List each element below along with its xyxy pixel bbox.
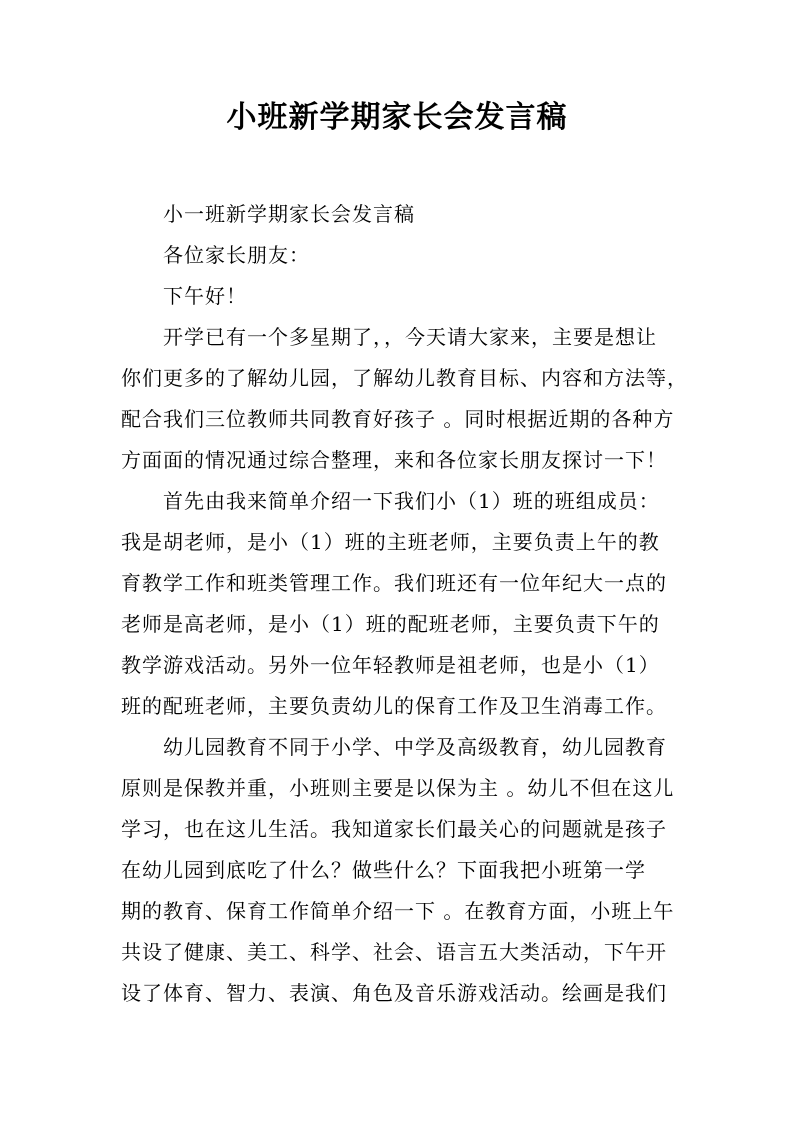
paragraph-line: 原则是保教并重，小班则主要是以保为主 。幼儿不但在这儿 [121, 776, 675, 800]
paragraph-line: 各位家长朋友： [163, 243, 310, 267]
paragraph-line: 在幼儿园到底吃了什么？做些什么？下面我把小班第一学 [121, 858, 646, 882]
paragraph-line: 育教学工作和班类管理工作。我们班还有一位年纪大一点的 [121, 571, 667, 595]
paragraph-line: 设了体育、智力、表演、角色及音乐游戏活动。绘画是我们 [121, 981, 667, 1005]
paragraph-line: 幼儿园教育不同于小学、中学及高级教育，幼儿园教育 [163, 735, 667, 759]
paragraph-line: 老师是高老师，是小（1）班的配班老师，主要负责下午的 [121, 612, 660, 636]
paragraph-line: 教学游戏活动。另外一位年轻教师是祖老师，也是小（1） [121, 653, 660, 677]
paragraph-line: 下午好！ [163, 284, 247, 308]
paragraph-line: 小一班新学期家长会发言稿 [163, 202, 415, 226]
paragraph-line: 首先由我来简单介绍一下我们小（1）班的班组成员： [163, 489, 660, 513]
paragraph-line: 学习，也在这儿生活。我知道家长们最关心的问题就是孩子 [121, 817, 667, 841]
paragraph-line: 我是胡老师，是小（1）班的主班老师，主要负责上午的教 [121, 530, 660, 554]
paragraph-line: 开学已有一个多星期了，，今天请大家来，主要是想让 [163, 325, 657, 349]
document-body [121, 194, 686, 1014]
paragraph-line: 你们更多的了解幼儿园，了解幼儿教育目标、内容和方法等， [121, 366, 688, 390]
document-title: 小班新学期家长会发言稿 [226, 100, 568, 135]
paragraph-line: 方面面的情况通过综合整理，来和各位家长朋友探讨一下！ [121, 448, 667, 472]
paragraph-line: 班的配班老师，主要负责幼儿的保育工作及卫生消毒工作。 [121, 694, 667, 718]
paragraph-line: 配合我们三位教师共同教育好孩子 。同时根据近期的各种方 [121, 407, 675, 431]
paragraph-line: 期的教育、保育工作简单介绍一下 。在教育方面，小班上午 [121, 899, 675, 923]
paragraph-line: 共设了健康、美工、科学、社会、语言五大类活动，下午开 [121, 940, 667, 964]
